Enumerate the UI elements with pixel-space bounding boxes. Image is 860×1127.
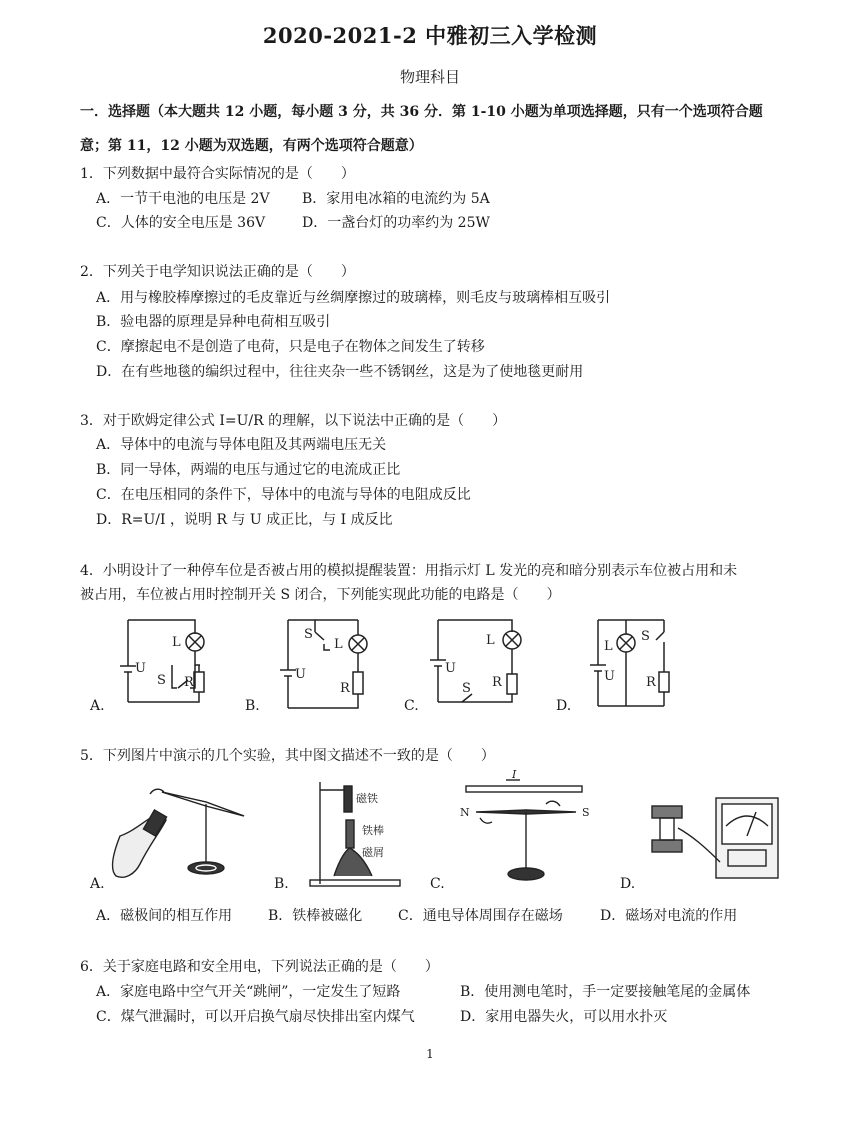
question-3-option-c: C．在电压相同的条件下，导体中的电流与导体的电阻成反比 (96, 487, 471, 503)
subject-subtitle: 物理科目 (399, 68, 460, 86)
page-number: 1 (426, 1047, 434, 1061)
question-1-option-b: B．家用电冰箱的电流约为 5A (302, 191, 490, 207)
section-intro-line2: 意；第 11，12 小题为双选题，有两个选项符合题意） (80, 138, 423, 154)
svg-text:L: L (604, 639, 613, 654)
question-3-option-b: B．同一导体，两端的电压与通过它的电流成正比 (96, 462, 401, 478)
svg-text:S: S (462, 681, 471, 696)
question-6-option-a: A．家庭电路中空气开关“跳闸”，一定发生了短路 (96, 984, 401, 1000)
label-filings: 磁屑 (362, 846, 384, 859)
question-3-stem: 3．对于欧姆定律公式 I=U/R 的理解，以下说法中正确的是（ ） (80, 413, 507, 429)
question-4-figure-d-label: D. (556, 698, 572, 714)
svg-text:L: L (172, 635, 181, 650)
label-iron-rod: 铁棒 (362, 824, 384, 837)
question-5-option-b: B．铁棒被磁化 (268, 908, 363, 924)
svg-text:S: S (304, 627, 313, 642)
figure-c-oersted (466, 780, 582, 880)
svg-text:R: R (184, 675, 194, 690)
question-5-figure-d-label: D. (620, 876, 636, 892)
question-5-figure-a-label: A. (90, 876, 105, 892)
question-6-option-b: B．使用测电笔时，手一定要接触笔尾的金属体 (460, 984, 751, 1000)
figure-b-magnetization (310, 782, 400, 886)
circuit-d-diagram (590, 620, 669, 706)
question-6-option-d: D．家用电器失火，可以用水扑灭 (460, 1009, 668, 1025)
label-south: S (582, 806, 590, 819)
question-5-option-a: A．磁极间的相互作用 (96, 908, 233, 924)
page-title: 2020-2021-2 中雅初三入学检测 (262, 23, 598, 48)
question-4-circuits (80, 610, 720, 720)
question-2-option-b: B．验电器的原理是异种电荷相互吸引 (96, 314, 331, 330)
question-5-figure-c-label: C. (430, 876, 445, 892)
label-north: N (460, 806, 470, 819)
question-5-option-c: C．通电导体周围存在磁场 (398, 908, 563, 924)
svg-text:S: S (157, 673, 166, 688)
question-3-option-d: D．R=U/I ，说明 R 与 U 成正比，与 I 成反比 (96, 512, 393, 528)
question-4-stem-line2: 被占用，车位被占用时控制开关 S 闭合，下列能实现此功能的电路是（ ） (80, 587, 561, 603)
svg-text:S: S (641, 629, 650, 644)
section-intro-line1: 一．选择题（本大题共 12 小题，每小题 3 分，共 36 分．第 1-10 小题为单项选择题，只有一个选项符合题 (80, 104, 763, 120)
question-4-figure-a-label: A. (90, 698, 105, 714)
question-5-stem: 5．下列图片中演示的几个实验，其中图文描述不一致的是（ ） (80, 748, 495, 764)
question-4-figure-b-label: B. (245, 698, 260, 714)
svg-text:R: R (646, 675, 656, 690)
question-1-option-c: C．人体的安全电压是 36V (96, 215, 266, 231)
question-4-figure-c-label: C. (404, 698, 419, 714)
question-2-stem: 2．下列关于电学知识说法正确的是（ ） (80, 264, 355, 280)
svg-text:U: U (604, 669, 615, 684)
question-2-option-c: C．摩擦起电不是创造了电荷，只是电子在物体之间发生了转移 (96, 339, 485, 355)
svg-text:U: U (295, 667, 306, 682)
question-1-option-a: A．一节干电池的电压是 2V (96, 191, 270, 207)
question-6-option-c: C．煤气泄漏时，可以开启换气扇尽快排出室内煤气 (96, 1009, 415, 1025)
question-2-option-d: D．在有些地毯的编织过程中，往往夹杂一些不锈钢丝，这是为了使地毯更耐用 (96, 364, 584, 380)
question-5-figure-b-label: B. (274, 876, 289, 892)
circuit-b-diagram (280, 620, 367, 708)
svg-text:U: U (135, 661, 146, 676)
question-5-option-d: D．磁场对电流的作用 (600, 908, 738, 924)
circuit-c-diagram (430, 620, 521, 702)
svg-text:L: L (334, 637, 343, 652)
question-4-stem-line1: 4．小明设计了一种停车位是否被占用的模拟提醒装置：用指示灯 L 发光的亮和暗分别表示车位被占用和未 (80, 563, 738, 579)
figure-d-motor-effect (652, 798, 778, 878)
question-2-option-a: A．用与橡胶棒摩擦过的毛皮靠近与丝绸摩擦过的玻璃棒，则毛皮与玻璃棒相互吸引 (96, 290, 611, 306)
svg-text:U: U (445, 661, 456, 676)
svg-text:R: R (492, 675, 502, 690)
question-6-stem: 6．关于家庭电路和安全用电，下列说法正确的是（ ） (80, 959, 439, 975)
svg-text:L: L (486, 633, 495, 648)
svg-text:R: R (340, 681, 350, 696)
question-3-option-a: A．导体中的电流与导体电阻及其两端电压无关 (96, 437, 387, 453)
label-magnet: 磁铁 (356, 792, 378, 805)
question-1-stem: 1．下列数据中最符合实际情况的是（ ） (80, 166, 355, 182)
question-1-option-d: D．一盏台灯的功率约为 25W (302, 215, 490, 231)
label-current: I (512, 768, 517, 781)
figure-a-magnets (113, 789, 244, 877)
